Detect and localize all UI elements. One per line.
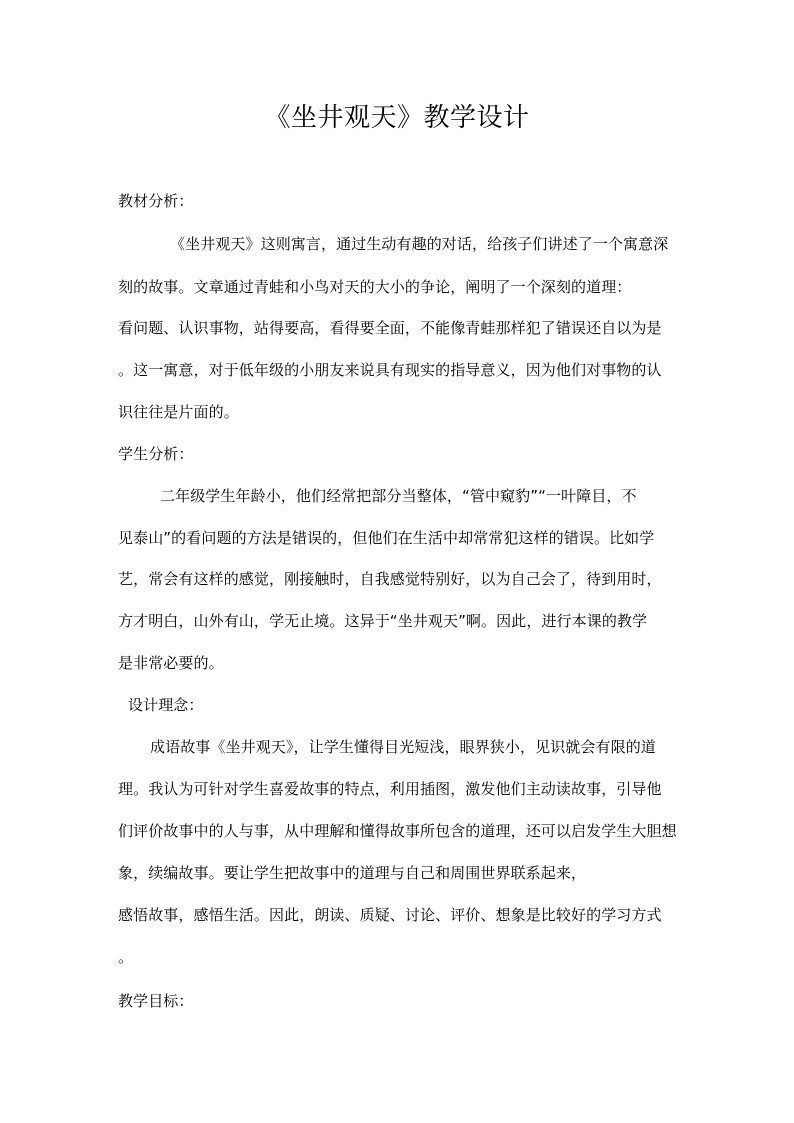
paragraph-line: 刻的故事。文章通过青蛙和小鸟对天的大小的争论，阐明了一个深刻的道理： xyxy=(118,278,632,296)
paragraph-line: 象，续编故事。要让学生把故事中的道理与自己和周围世界联系起来， xyxy=(118,864,587,882)
paragraph-line: 成语故事《坐井观天》，让学生懂得目光短浅，眼界狭小，见识就会有限的道 xyxy=(150,738,656,756)
paragraph-line: 见泰山”的看问题的方法是错误的，但他们在生活中却常常犯这样的错误。比如学 xyxy=(118,529,655,547)
paragraph-line: 看问题、认识事物，站得要高，看得要全面，不能像青蛙那样犯了错误还自以为是 xyxy=(118,319,662,337)
section-heading-teaching-goals: 教学目标： xyxy=(118,992,194,1010)
paragraph-line: 们评价故事中的人与事，从中理解和懂得故事所包含的道理，还可以启发学生大胆想 xyxy=(118,822,677,840)
paragraph-line: 艺，常会有这样的感觉，刚接触时，自我感觉特别好，以为自己会了，待到用时， xyxy=(118,570,662,588)
section-heading-design-concept: 设计理念： xyxy=(128,696,204,714)
section-heading-material-analysis: 教材分析： xyxy=(118,192,194,210)
document-title: 《坐井观天》教学设计 xyxy=(264,103,530,133)
paragraph-line: 识往往是片面的。 xyxy=(118,403,239,421)
section-heading-student-analysis: 学生分析： xyxy=(118,445,194,463)
paragraph-line: 。 xyxy=(118,948,134,966)
paragraph-line: 。这一寓意，对于低年级的小朋友来说具有现实的指导意义，因为他们对事物的认 xyxy=(118,361,662,379)
paragraph-line: 方才明白，山外有山，学无止境。这异于“坐井观天”啊。因此，进行本课的教学 xyxy=(118,612,648,630)
paragraph-line: 理。我认为可针对学生喜爱故事的特点，利用插图，激发他们主动读故事，引导他 xyxy=(118,780,662,798)
paragraph-line: 《坐井观天》这则寓言，通过生动有趣的对话，给孩子们讲述了一个寓意深 xyxy=(170,235,669,253)
paragraph-line: 二年级学生年龄小，他们经常把部分当整体，“管中窥豹”“一叶障目，不 xyxy=(160,487,637,505)
paragraph-line: 是非常必要的。 xyxy=(118,654,224,672)
paragraph-line: 感悟故事，感悟生活。因此，朗读、质疑、讨论、评价、想象是比较好的学习方式 xyxy=(118,906,662,924)
